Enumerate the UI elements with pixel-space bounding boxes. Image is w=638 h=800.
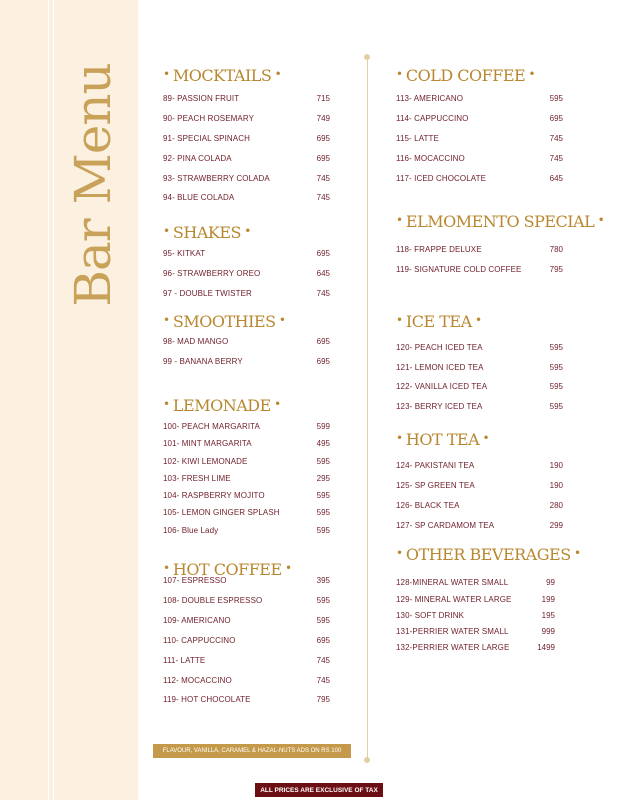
menu-item-name: 121- LEMON ICED TEA [396,363,484,372]
bullet-dot: • [396,546,406,560]
menu-item-name: 109- AMERICANO [163,616,231,625]
menu-item-name: 122- VANILLA ICED TEA [396,382,488,391]
menu-item-name: 118- FRAPPE DELUXE [396,245,482,254]
menu-item-name: 90- PEACH ROSEMARY [163,114,255,123]
section-title-ice-tea [396,312,482,331]
flavour-note: FLAVOUR, VANILLA, CARAMEL & HAZAL-NUTS ADS ON RS 100 [153,744,351,758]
bullet-dot: • [240,224,251,238]
section-title-elmomento-special [396,212,604,231]
bullet-dot: • [163,224,173,238]
menu-item-name: 110- CAPPUCCINO [163,636,236,645]
menu-item-price: 595 [549,402,563,411]
menu-item-price: 695 [316,337,330,346]
menu-item-name: 114- CAPPUCCINO [396,114,469,123]
menu-item-name: 115- LATTE [396,134,439,143]
menu-item-name: 107- ESPRESSO [163,576,227,585]
menu-item-price: 99 [546,578,555,587]
menu-item-price: 780 [549,245,563,254]
menu-item-name: 92- PINA COLADA [163,154,232,163]
menu-item-price: 295 [316,474,330,483]
menu-item-name: 89- PASSION FRUIT [163,94,240,103]
menu-item-price: 595 [316,457,330,466]
menu-item-name: 94- BLUE COLADA [163,193,235,202]
bullet-dot: • [479,431,490,445]
section-title-text: MOCKTAILS [172,66,272,85]
menu-item-price: 745 [549,154,563,163]
section-title-text: COLD COFFEE [405,66,526,85]
bullet-dot: • [163,67,173,81]
menu-item-price: 795 [316,695,330,704]
menu-item-name: 131-PERRIER WATER SMALL [396,627,509,636]
menu-item-price: 395 [316,576,330,585]
section-title-text: HOT TEA [405,430,480,449]
bullet-dot: • [275,313,286,327]
tax-note: ALL PRICES ARE EXCLUSIVE OF TAX [255,783,383,797]
bullet-dot: • [281,561,292,575]
section-title-text: ELMOMENTO SPECIAL [405,212,595,231]
menu-item-price: 745 [316,656,330,665]
menu-title: Bar Menu [64,63,122,307]
menu-item-price: 695 [549,114,563,123]
menu-item-price: 745 [316,289,330,298]
section-title-text: LEMONADE [172,396,271,415]
divider-dot [364,54,370,60]
menu-item-price: 495 [316,439,330,448]
menu-item-name: 103- FRESH LIME [163,474,231,483]
menu-item-price: 695 [316,249,330,258]
menu-item-name: 108- DOUBLE ESPRESSO [163,596,263,605]
section-title-lemonade [163,396,281,415]
menu-item-name: 99 - BANANA BERRY [163,357,243,366]
menu-item-name: 102- KIWI LEMONADE [163,457,248,466]
menu-item-price: 745 [316,174,330,183]
menu-item-name: 117- ICED CHOCOLATE [396,174,487,183]
section-title-mocktails [163,66,281,85]
section-title-text: OTHER BEVERAGES [405,545,571,564]
menu-item-name: 129- MINERAL WATER LARGE [396,595,512,604]
menu-item-price: 715 [316,94,330,103]
bullet-dot: • [525,67,536,81]
section-title-text: HOT COFFEE [172,560,282,579]
section-title-cold-coffee [396,66,535,85]
bullet-dot: • [396,431,406,445]
menu-item-price: 195 [541,611,555,620]
menu-item-price: 595 [549,363,563,372]
menu-item-name: 106- Blue Lady [163,526,219,535]
section-title-smoothies [163,312,285,331]
bullet-dot: • [270,397,281,411]
menu-item-price: 745 [316,676,330,685]
menu-item-name: 104- RASPBERRY MOJITO [163,491,265,500]
menu-item-price: 795 [549,265,563,274]
bullet-dot: • [163,561,173,575]
menu-item-price: 595 [549,94,563,103]
menu-item-price: 190 [549,461,563,470]
menu-item-name: 95- KITKAT [163,249,206,258]
menu-item-price: 999 [541,627,555,636]
menu-item-price: 745 [549,134,563,143]
menu-item-name: 96- STRAWBERRY OREO [163,269,261,278]
menu-item-price: 595 [316,596,330,605]
menu-item-price: 280 [549,501,563,510]
section-title-hot-tea [396,430,489,449]
menu-item-name: 97 - DOUBLE TWISTER [163,289,252,298]
section-title-shakes [163,223,251,242]
menu-item-name: 112- MOCACCINO [163,676,232,685]
menu-item-name: 123- BERRY ICED TEA [396,402,483,411]
menu-item-price: 1499 [537,643,555,652]
menu-item-name: 116- MOCACCINO [396,154,465,163]
column-divider [367,57,368,760]
bullet-dot: • [163,313,173,327]
menu-item-name: 101- MINT MARGARITA [163,439,252,448]
bullet-dot: • [594,213,605,227]
menu-item-price: 190 [549,481,563,490]
menu-item-name: 93- STRAWBERRY COLADA [163,174,270,183]
divider-dot [364,757,370,763]
menu-item-name: 100- PEACH MARGARITA [163,422,260,431]
menu-item-name: 127- SP CARDAMOM TEA [396,521,495,530]
menu-item-price: 595 [549,382,563,391]
menu-item-price: 595 [316,616,330,625]
menu-item-name: 120- PEACH ICED TEA [396,343,483,352]
menu-item-price: 595 [316,526,330,535]
menu-item-price: 595 [316,508,330,517]
menu-item-name: 105- LEMON GINGER SPLASH [163,508,280,517]
menu-item-price: 745 [316,193,330,202]
menu-item-price: 199 [541,595,555,604]
menu-item-price: 695 [316,636,330,645]
menu-item-name: 119- HOT CHOCOLATE [163,695,251,704]
menu-item-name: 130- SOFT DRINK [396,611,465,620]
bullet-dot: • [396,313,406,327]
bullet-dot: • [570,546,581,560]
menu-item-name: 119- SIGNATURE COLD COFFEE [396,265,522,274]
bullet-dot: • [163,397,173,411]
menu-item-price: 599 [316,422,330,431]
menu-item-price: 595 [316,491,330,500]
menu-item-price: 299 [549,521,563,530]
section-title-text: SHAKES [172,223,241,242]
sidebar-rule [48,0,49,800]
menu-item-name: 126- BLACK TEA [396,501,460,510]
menu-item-price: 695 [316,134,330,143]
menu-item-price: 695 [316,357,330,366]
menu-item-name: 111- LATTE [163,656,206,665]
bullet-dot: • [471,313,482,327]
menu-item-name: 132-PERRIER WATER LARGE [396,643,510,652]
sidebar-rule [53,0,54,800]
menu-item-name: 91- SPECIAL SPINACH [163,134,250,143]
section-title-text: SMOOTHIES [172,312,276,331]
menu-item-name: 98- MAD MANGO [163,337,229,346]
bullet-dot: • [396,67,406,81]
section-title-text: ICE TEA [405,312,472,331]
menu-item-name: 113- AMERICANO [396,94,464,103]
bullet-dot: • [271,67,282,81]
menu-item-price: 595 [549,343,563,352]
menu-item-name: 124- PAKISTANI TEA [396,461,475,470]
menu-item-price: 749 [316,114,330,123]
bullet-dot: • [396,213,406,227]
menu-item-price: 695 [316,154,330,163]
menu-item-name: 128-MINERAL WATER SMALL [396,578,509,587]
menu-item-name: 125- SP GREEN TEA [396,481,475,490]
sidebar-panel [0,0,138,800]
menu-item-price: 645 [549,174,563,183]
menu-item-price: 645 [316,269,330,278]
section-title-other-beverages [396,545,581,564]
